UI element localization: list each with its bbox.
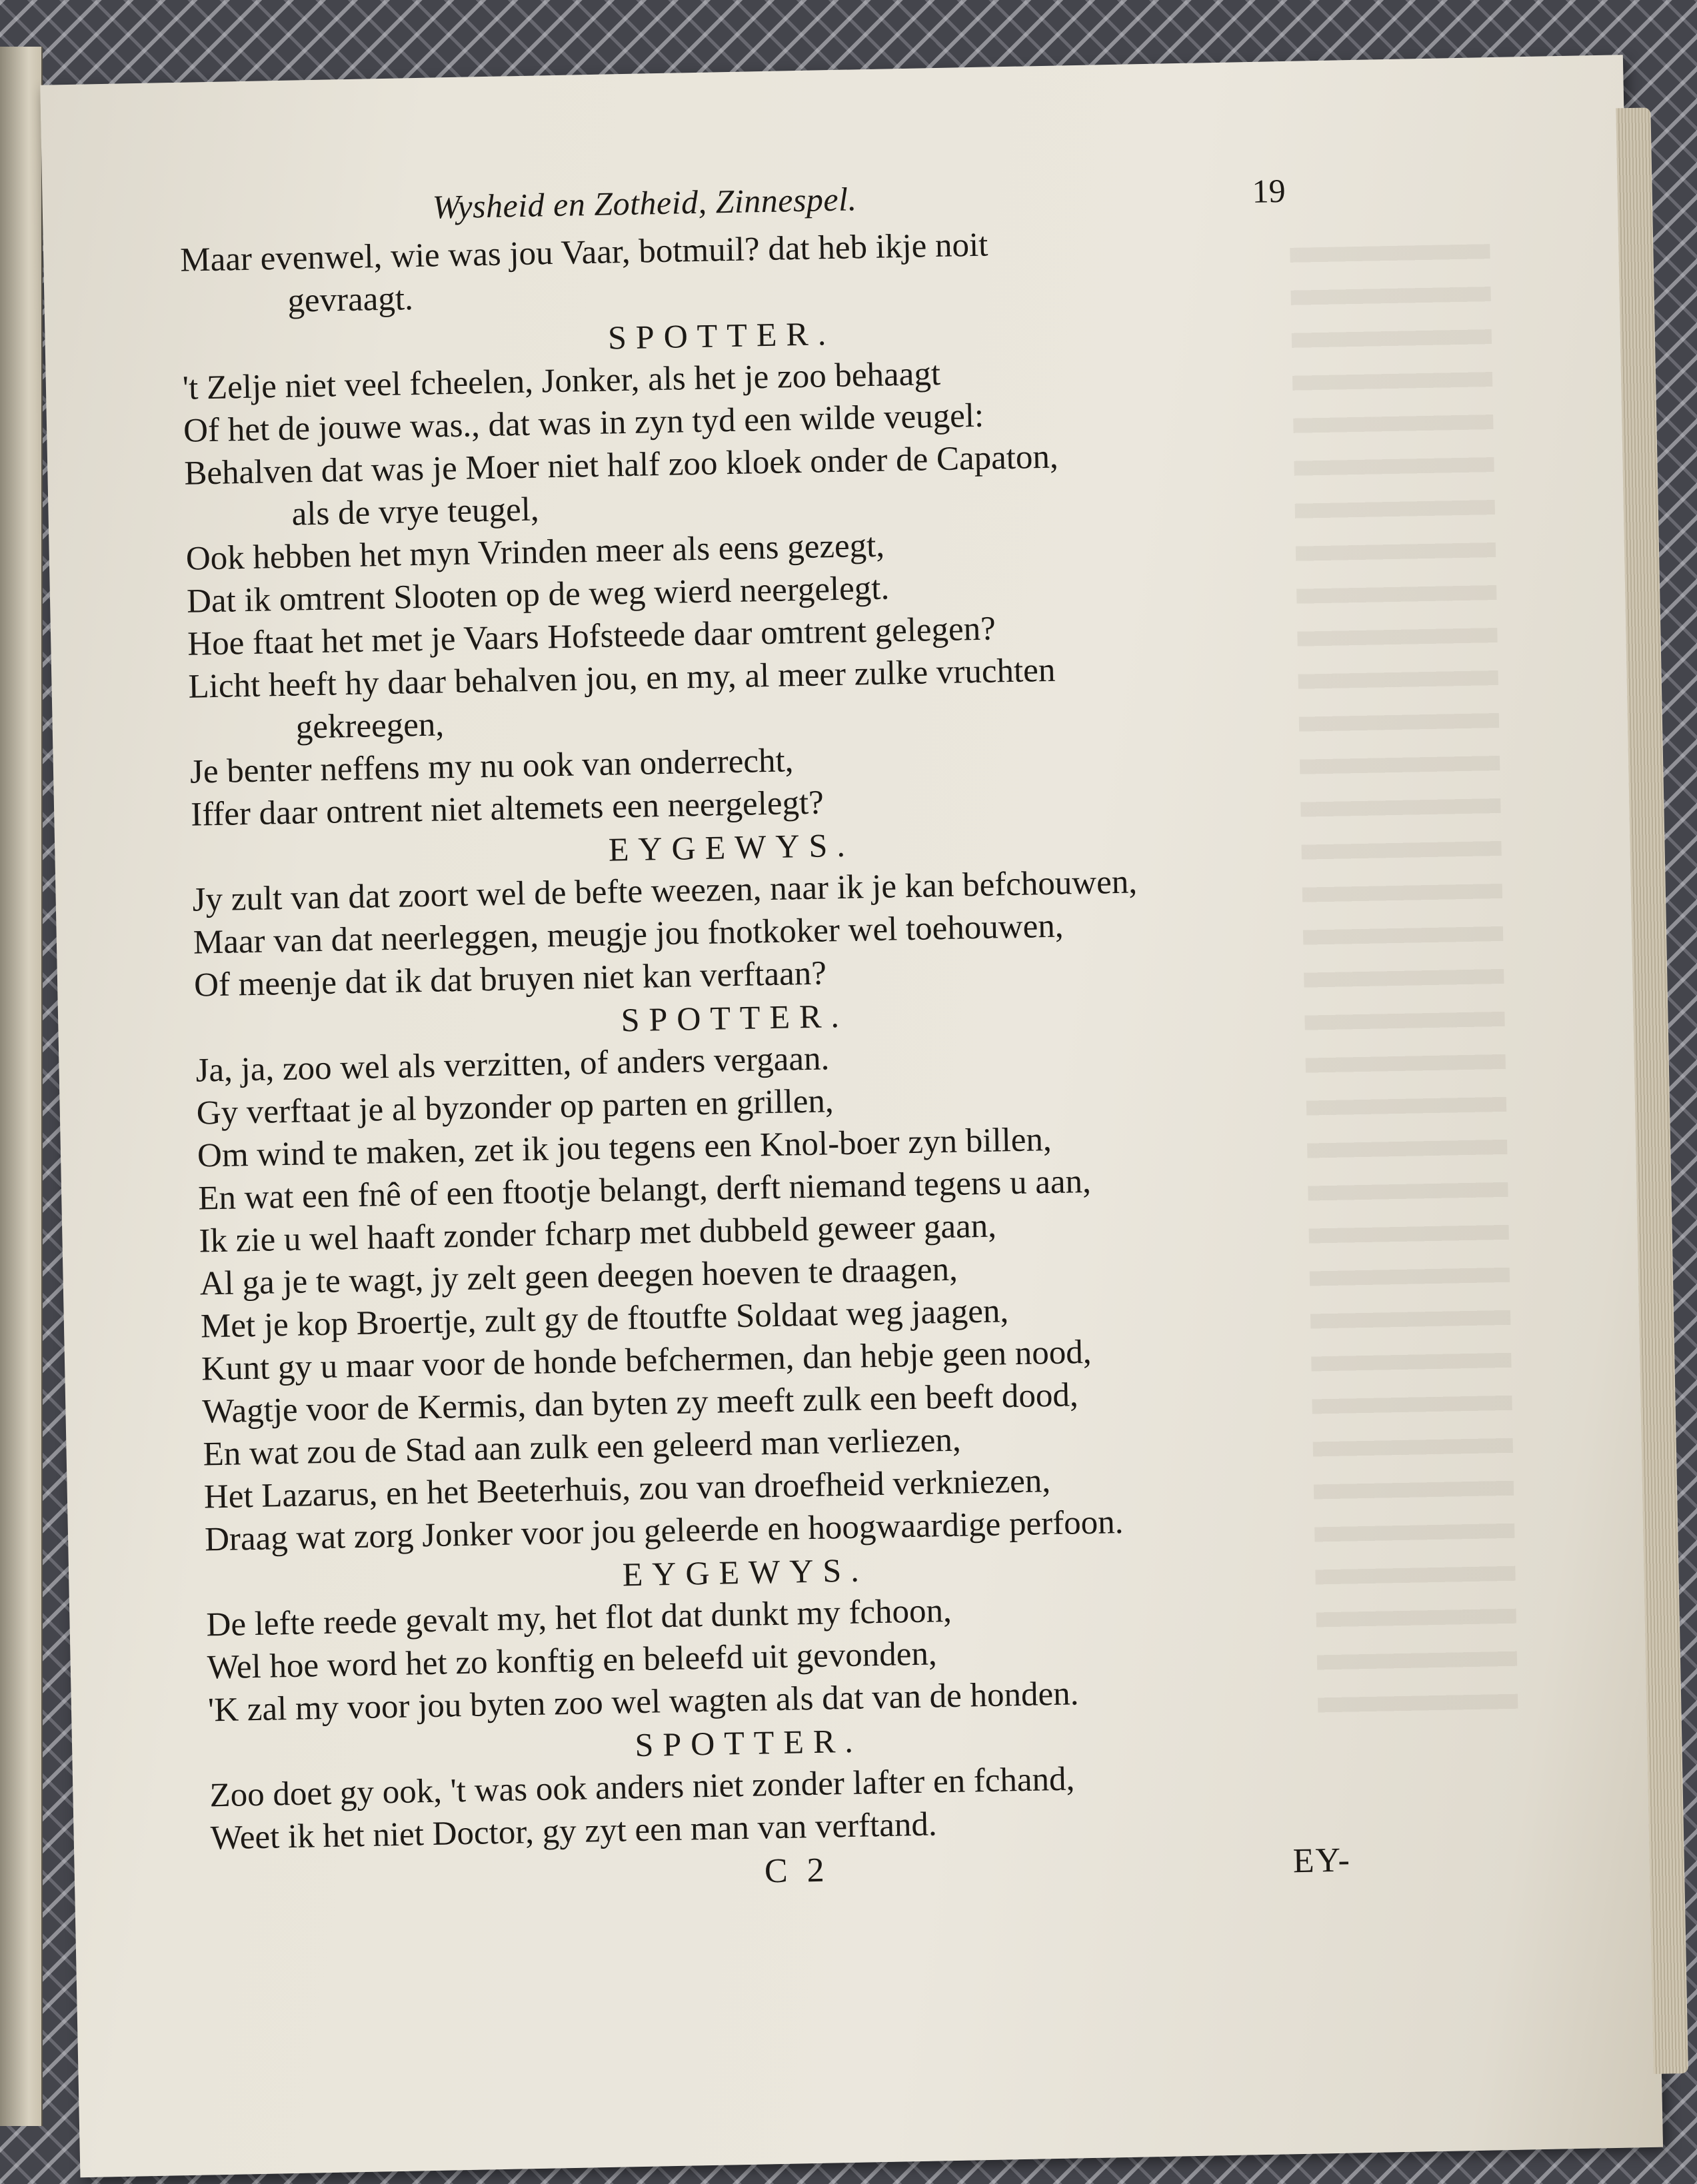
verse-line: Ook hebben het myn Vrinden meer als eens gezegt, — [185, 527, 885, 578]
verse-line: Maar evenwel, wie was jou Vaar, botmuil? dat heb ikje noit — [179, 226, 988, 279]
speaker-heading: SPOTTER. — [607, 314, 836, 357]
verse-line: Maar van dat neerleggen, meugje jou fnotkoker wel toehouwen, — [193, 907, 1064, 962]
verse-line: Met je kop Broertje, zult gy de ftoutfte Soldaat weg jaagen, — [200, 1292, 1009, 1346]
left-page-edge — [0, 47, 43, 2126]
verse-continuation: gevraagt. — [287, 280, 414, 320]
running-title: Wysheid en Zotheid, Zinnespel. — [432, 180, 857, 226]
verse-line: Het Lazarus, en het Beeterhuis, zou van droefheid verkniezen, — [203, 1462, 1051, 1516]
signature-mark: C 2 — [764, 1851, 831, 1891]
verse-line: En wat zou de Stad aan zulk een geleerd man verliezen, — [203, 1421, 962, 1474]
verse-line: Licht heeft hy daar behalven jou, en my, al meer zulke vruchten — [188, 651, 1056, 706]
verse-line: Gy verftaat je al byzonder op parten en grillen, — [196, 1082, 835, 1132]
verse-line: De lefte reede gevalt my, het flot dat dunkt my fchoon, — [206, 1592, 952, 1644]
verse-continuation: gekreegen, — [295, 706, 445, 746]
verse-line: Weet ik het niet Doctor, gy zyt een man van verftand. — [210, 1805, 938, 1857]
verse-line: Je benter neffens my nu ook van onderrecht, — [189, 742, 794, 791]
verse-line: Draag wat zorg Jonker voor jou geleerde en hoogwaardige perfoon. — [204, 1504, 1124, 1559]
speaker-heading: SPOTTER. — [635, 1721, 863, 1764]
verse-line: Behalven dat was je Moer niet half zoo kloek onder de Capaton, — [183, 438, 1059, 493]
verse-line: Hoe ftaat het met je Vaars Hofsteede daar omtrent gelegen? — [187, 610, 996, 663]
verse-line: Of het de jouwe was., dat was in zyn tyd een wilde veugel: — [183, 397, 984, 450]
book-page — [40, 55, 1663, 2177]
speaker-heading: EYGEWYS. — [608, 826, 855, 868]
speaker-heading: SPOTTER. — [621, 996, 849, 1039]
verse-line: Of meenje dat ik dat bruyen niet kan verftaan? — [193, 954, 827, 1004]
verse-line: Wagtje voor de Kermis, dan byten zy meeft zulk een beeft dood, — [201, 1376, 1079, 1431]
catchword: EY- — [1292, 1841, 1352, 1881]
page-number: 19 — [1252, 171, 1286, 210]
verse-line: 't Zelje niet veel fcheelen, Jonker, als het je zoo behaagt — [182, 355, 941, 407]
verse-line: Ja, ja, zoo wel als verzitten, of anders vergaan. — [195, 1040, 830, 1090]
speaker-heading: EYGEWYS. — [622, 1551, 869, 1594]
verse-line: Iffer daar ontrent niet altemets een neergelegt? — [190, 784, 825, 834]
verse-line: Om wind te maken, zet ik jou tegens een Knol-boer zyn billen, — [197, 1120, 1052, 1175]
verse-line: Wel hoe word het zo konftig en beleefd uit gevonden, — [207, 1635, 938, 1687]
verse-line: Al ga je te wagt, jy zelt geen deegen hoeven te draagen, — [199, 1250, 958, 1303]
verse-line: En wat een fnê of een ftootje belangt, derft niemand tegens u aan, — [197, 1162, 1092, 1218]
verse-line: Dat ik omtrent Slooten op de weg wierd neergelegt. — [186, 569, 890, 620]
verse-line: Ik zie u wel haaft zonder fcharp met dubbeld geweer gaan, — [199, 1207, 997, 1260]
play-text — [180, 217, 1370, 1859]
verse-continuation: als de vrye teugel, — [291, 491, 540, 533]
text-block — [179, 170, 1371, 1909]
verse-line: Zoo doet gy ook, 't was ook anders niet zonder lafter en fchand, — [209, 1760, 1075, 1815]
verse-line: Jy zult van dat zoort wel de befte weezen, naar ik je kan befchouwen, — [192, 863, 1138, 919]
verse-line: Kunt gy u maar voor de honde befchermen, dan hebje geen nood, — [201, 1333, 1092, 1388]
verse-line: 'K zal my voor jou byten zoo wel wagten als dat van de honden. — [207, 1675, 1079, 1729]
